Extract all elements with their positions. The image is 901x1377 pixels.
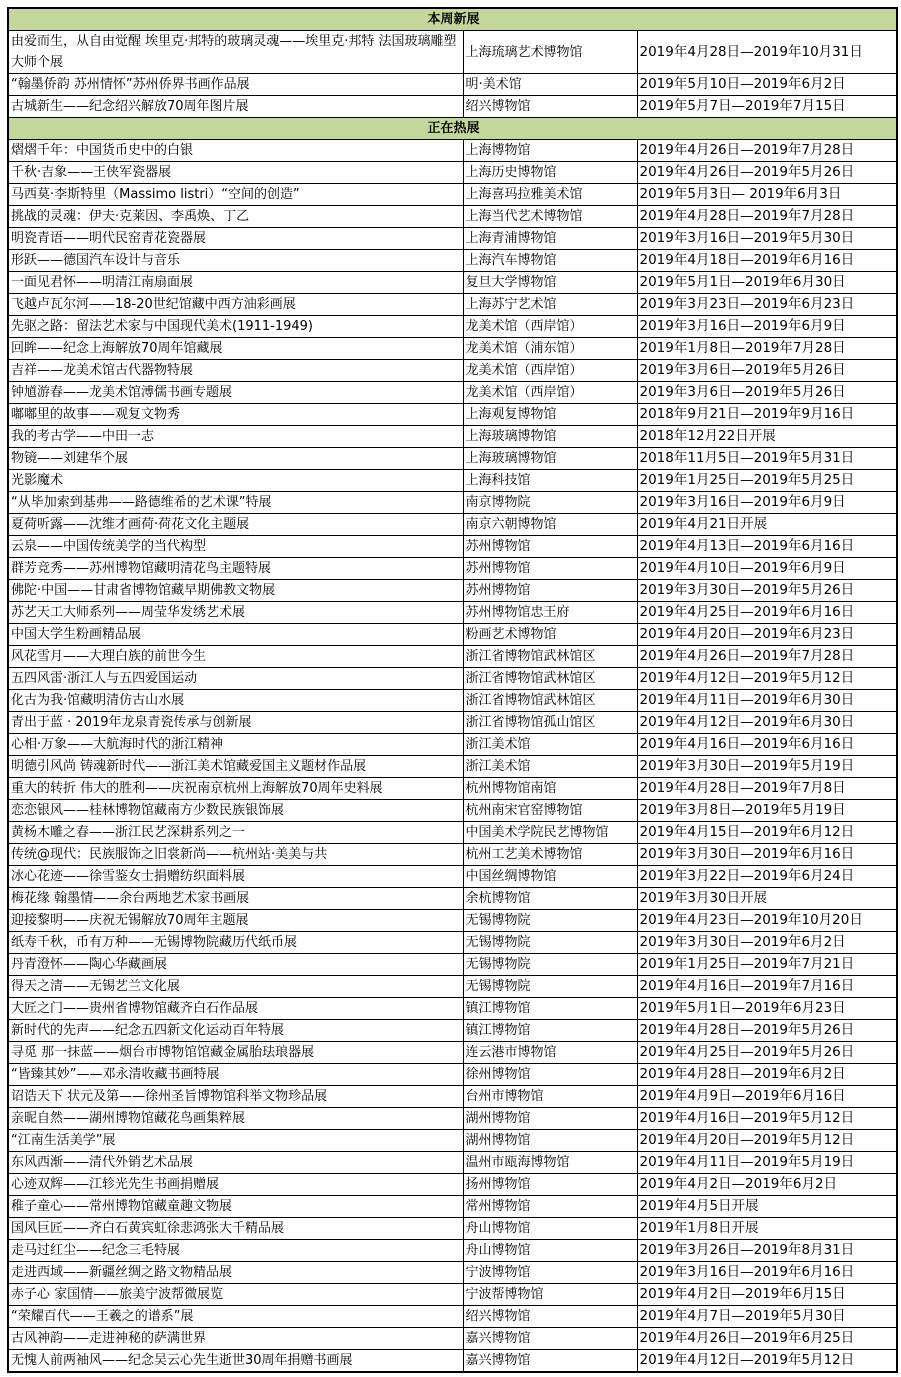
- exhibition-name-cell: 迎接黎明——庆祝无锡解放70周年主题展: [8, 910, 463, 932]
- exhibition-name-cell: 恋恋银风——桂林博物馆藏南方少数民族银饰展: [8, 800, 463, 822]
- venue-cell: 浙江省博物馆武林馆区: [463, 668, 637, 690]
- venue-cell: 南京博物院: [463, 492, 637, 514]
- table-row: [8, 1130, 897, 1152]
- dates-cell: 2019年3月30日—2019年6月2日: [637, 932, 897, 954]
- exhibition-name-cell: 云泉——中国传统美学的当代构型: [8, 536, 463, 558]
- table-row: [8, 756, 897, 778]
- table-row: [8, 888, 897, 910]
- exhibition-name-cell: 丹青澄怀——陶心华藏画展: [8, 954, 463, 976]
- table-row: [8, 184, 897, 206]
- dates-cell: 2019年3月6日—2019年5月26日: [637, 360, 897, 382]
- dates-cell: 2019年4月28日—2019年10月31日: [637, 31, 897, 74]
- dates-cell: 2019年4月2日—2019年6月15日: [637, 1284, 897, 1306]
- table-row: [8, 228, 897, 250]
- exhibition-name-cell: 化古为我·馆藏明清仿古山水展: [8, 690, 463, 712]
- venue-cell: 上海玻璃博物馆: [463, 448, 637, 470]
- dates-cell: 2019年3月16日—2019年6月16日: [637, 1262, 897, 1284]
- table-row: [8, 1152, 897, 1174]
- venue-cell: 无锡博物院: [463, 976, 637, 998]
- venue-cell: 宁波帮博物馆: [463, 1284, 637, 1306]
- venue-cell: 上海当代艺术博物馆: [463, 206, 637, 228]
- exhibition-name-cell: 东风西渐——清代外销艺术品展: [8, 1152, 463, 1174]
- table-row: [8, 822, 897, 844]
- venue-cell: 杭州博物馆南馆: [463, 778, 637, 800]
- venue-cell: 明·美术馆: [463, 74, 637, 96]
- venue-cell: 上海历史博物馆: [463, 162, 637, 184]
- exhibition-name-cell: 心相·万象——大航海时代的浙江精神: [8, 734, 463, 756]
- venue-cell: 扬州博物馆: [463, 1174, 637, 1196]
- venue-cell: 温州市瓯海博物馆: [463, 1152, 637, 1174]
- venue-cell: 龙美术馆（西岸馆）: [463, 382, 637, 404]
- exhibition-name-cell: 赤子心 家国情——旅美宁波帮微展览: [8, 1284, 463, 1306]
- dates-cell: 2019年4月16日—2019年7月16日: [637, 976, 897, 998]
- exhibition-name-cell: 光影魔术: [8, 470, 463, 492]
- venue-cell: 苏州博物馆: [463, 580, 637, 602]
- exhibition-name-cell: 马西莫·李斯特里（Massimo listri）“空间的创造”: [8, 184, 463, 206]
- exhibition-name-cell: 吉祥——龙美术馆古代器物特展: [8, 360, 463, 382]
- exhibition-name-cell: 飞越卢瓦尔河——18-20世纪馆藏中西方油彩画展: [8, 294, 463, 316]
- exhibition-name-cell: 国风巨匠——齐白石黄宾虹徐悲鸿张大千精品展: [8, 1218, 463, 1240]
- table-row: [8, 1108, 897, 1130]
- table-row: [8, 976, 897, 998]
- table-row: [8, 690, 897, 712]
- venue-cell: 上海喜玛拉雅美术馆: [463, 184, 637, 206]
- dates-cell: 2019年4月11日—2019年5月19日: [637, 1152, 897, 1174]
- venue-cell: 上海汽车博物馆: [463, 250, 637, 272]
- table-row: [8, 910, 897, 932]
- dates-cell: 2019年4月23日—2019年10月20日: [637, 910, 897, 932]
- table-row: [8, 140, 897, 162]
- venue-cell: 上海青浦博物馆: [463, 228, 637, 250]
- exhibition-name-cell: 走进西域——新疆丝绸之路文物精品展: [8, 1262, 463, 1284]
- venue-cell: 龙美术馆（西岸馆）: [463, 360, 637, 382]
- venue-cell: 浙江美术馆: [463, 756, 637, 778]
- table-row: [8, 1196, 897, 1218]
- exhibition-name-cell: 冰心花迹——徐雪鉴女士捐赠纺织面料展: [8, 866, 463, 888]
- table-row: [8, 1284, 897, 1306]
- dates-cell: 2019年4月21日开展: [637, 514, 897, 536]
- table-row: [8, 426, 897, 448]
- venue-cell: 嘉兴博物馆: [463, 1328, 637, 1350]
- dates-cell: 2019年1月8日开展: [637, 1218, 897, 1240]
- venue-cell: 湖州博物馆: [463, 1108, 637, 1130]
- dates-cell: 2019年4月2日—2019年6月2日: [637, 1174, 897, 1196]
- table-row: [8, 382, 897, 404]
- dates-cell: 2019年4月18日—2019年6月16日: [637, 250, 897, 272]
- dates-cell: 2019年3月16日—2019年6月9日: [637, 492, 897, 514]
- dates-cell: 2019年4月20日—2019年5月12日: [637, 1130, 897, 1152]
- dates-cell: 2019年4月15日—2019年6月12日: [637, 822, 897, 844]
- table-row: [8, 338, 897, 360]
- dates-cell: 2019年5月1日—2019年6月23日: [637, 998, 897, 1020]
- table-row: [8, 360, 897, 382]
- dates-cell: 2019年4月7日—2019年5月30日: [637, 1306, 897, 1328]
- exhibition-name-cell: 梅花缘 翰墨情——余台两地艺术家书画展: [8, 888, 463, 910]
- table-row: [8, 404, 897, 426]
- table-row: [8, 580, 897, 602]
- venue-cell: 常州博物馆: [463, 1196, 637, 1218]
- dates-cell: 2019年4月26日—2019年6月25日: [637, 1328, 897, 1350]
- exhibition-name-cell: “皆臻其妙”——邓永清收藏书画特展: [8, 1064, 463, 1086]
- table-row: [8, 448, 897, 470]
- table-row: [8, 514, 897, 536]
- table-row: [8, 272, 897, 294]
- table-row: [8, 1350, 897, 1373]
- dates-cell: 2019年4月20日—2019年6月23日: [637, 624, 897, 646]
- exhibition-name-cell: 青出于蓝 · 2019年龙泉青瓷传承与创新展: [8, 712, 463, 734]
- dates-cell: 2018年12月22日开展: [637, 426, 897, 448]
- exhibition-name-cell: 由爱而生，从自由觉醒 埃里克·邦特的玻璃灵魂——埃里克·邦特 法国玻璃雕塑大师个展: [8, 31, 463, 74]
- venue-cell: 浙江省博物馆武林馆区: [463, 646, 637, 668]
- exhibition-name-cell: 佛陀·中国——甘肃省博物馆藏早期佛教文物展: [8, 580, 463, 602]
- exhibition-name-cell: 新时代的先声——纪念五四新文化运动百年特展: [8, 1020, 463, 1042]
- venue-cell: 苏州博物馆: [463, 558, 637, 580]
- venue-cell: 浙江省博物馆孤山馆区: [463, 712, 637, 734]
- table-row: [8, 646, 897, 668]
- dates-cell: 2019年3月30日—2019年6月16日: [637, 844, 897, 866]
- exhibition-name-cell: 亲昵自然——湖州博物馆藏花鸟画集粹展: [8, 1108, 463, 1130]
- table-row: [8, 734, 897, 756]
- venue-cell: 粉画艺术博物馆: [463, 624, 637, 646]
- table-row: [8, 316, 897, 338]
- dates-cell: 2019年3月22日—2019年6月24日: [637, 866, 897, 888]
- dates-cell: 2019年3月30日—2019年5月26日: [637, 580, 897, 602]
- table-row: [8, 800, 897, 822]
- exhibition-name-cell: 黄杨木雕之春——浙江民艺深耕系列之一: [8, 822, 463, 844]
- venue-cell: 上海博物馆: [463, 140, 637, 162]
- table-row: [8, 1020, 897, 1042]
- table-row: [8, 932, 897, 954]
- table-row: [8, 1042, 897, 1064]
- exhibition-name-cell: 我的考古学——中田一志: [8, 426, 463, 448]
- dates-cell: 2018年11月5日—2019年5月31日: [637, 448, 897, 470]
- table-row: [8, 1064, 897, 1086]
- table-row: [8, 602, 897, 624]
- venue-cell: 中国丝绸博物馆: [463, 866, 637, 888]
- table-row: [8, 954, 897, 976]
- exhibition-name-cell: 古风神韵——走进神秘的萨满世界: [8, 1328, 463, 1350]
- exhibition-name-cell: 稚子童心——常州博物馆藏童趣文物展: [8, 1196, 463, 1218]
- table-row: [8, 294, 897, 316]
- exhibition-name-cell: “江南生活美学”展: [8, 1130, 463, 1152]
- section-title: 正在热展: [8, 118, 897, 140]
- table-row: [8, 844, 897, 866]
- exhibition-name-cell: 熠熠千年：中国货币史中的白银: [8, 140, 463, 162]
- venue-cell: 绍兴博物馆: [463, 1306, 637, 1328]
- dates-cell: 2019年4月12日—2019年5月12日: [637, 1350, 897, 1373]
- dates-cell: 2019年4月5日开展: [637, 1196, 897, 1218]
- dates-cell: 2019年3月16日—2019年6月9日: [637, 316, 897, 338]
- venue-cell: 无锡博物院: [463, 954, 637, 976]
- dates-cell: 2019年1月25日—2019年5月25日: [637, 470, 897, 492]
- section-title: 本周新展: [8, 8, 897, 31]
- exhibition-name-cell: 千秋·吉象——王侠军瓷器展: [8, 162, 463, 184]
- table-row: [8, 74, 897, 96]
- venue-cell: 镇江博物馆: [463, 1020, 637, 1042]
- table-row: [8, 162, 897, 184]
- exhibition-name-cell: 纸寿千秋，币有万种——无锡博物院藏历代纸币展: [8, 932, 463, 954]
- exhibition-name-cell: 群芳竞秀——苏州博物馆藏明清花鸟主题特展: [8, 558, 463, 580]
- table-row: [8, 250, 897, 272]
- dates-cell: 2019年3月30日—2019年5月19日: [637, 756, 897, 778]
- exhibition-name-cell: 挑战的灵魂：伊夫·克莱因、李禹焕、丁乙: [8, 206, 463, 228]
- venue-cell: 舟山博物馆: [463, 1240, 637, 1262]
- venue-cell: 杭州工艺美术博物馆: [463, 844, 637, 866]
- venue-cell: 绍兴博物馆: [463, 96, 637, 118]
- venue-cell: 复旦大学博物馆: [463, 272, 637, 294]
- dates-cell: 2018年9月21日—2019年9月16日: [637, 404, 897, 426]
- venue-cell: 苏州博物馆忠王府: [463, 602, 637, 624]
- exhibition-name-cell: 嘟嘟里的故事——观复文物秀: [8, 404, 463, 426]
- venue-cell: 杭州南宋官窑博物馆: [463, 800, 637, 822]
- dates-cell: 2019年5月1日—2019年6月30日: [637, 272, 897, 294]
- exhibition-name-cell: 风花雪月——大理白族的前世今生: [8, 646, 463, 668]
- dates-cell: 2019年3月8日—2019年5月19日: [637, 800, 897, 822]
- venue-cell: 湖州博物馆: [463, 1130, 637, 1152]
- exhibition-name-cell: 走马过红尘——纪念三毛特展: [8, 1240, 463, 1262]
- table-row: [8, 1262, 897, 1284]
- dates-cell: 2019年1月8日—2019年7月28日: [637, 338, 897, 360]
- dates-cell: 2019年4月26日—2019年5月26日: [637, 162, 897, 184]
- table-row: [8, 31, 897, 74]
- venue-cell: 上海琉璃艺术博物馆: [463, 31, 637, 74]
- dates-cell: 2019年4月10日—2019年6月9日: [637, 558, 897, 580]
- table-row: [8, 1218, 897, 1240]
- dates-cell: 2019年3月23日—2019年6月23日: [637, 294, 897, 316]
- dates-cell: 2019年4月12日—2019年6月30日: [637, 712, 897, 734]
- exhibition-name-cell: 一面见君怀——明清江南扇面展: [8, 272, 463, 294]
- exhibition-name-cell: “翰墨侨韵 苏州情怀”苏州侨界书画作品展: [8, 74, 463, 96]
- dates-cell: 2019年4月28日—2019年7月8日: [637, 778, 897, 800]
- venue-cell: 连云港市博物馆: [463, 1042, 637, 1064]
- venue-cell: 徐州博物馆: [463, 1064, 637, 1086]
- exhibition-name-cell: 无愧人前两袖风——纪念吴云心先生逝世30周年捐赠书画展: [8, 1350, 463, 1373]
- venue-cell: 嘉兴博物馆: [463, 1350, 637, 1373]
- venue-cell: 宁波博物馆: [463, 1262, 637, 1284]
- table-row: [8, 668, 897, 690]
- exhibition-name-cell: 回眸——纪念上海解放70周年馆藏展: [8, 338, 463, 360]
- venue-cell: 余杭博物馆: [463, 888, 637, 910]
- venue-cell: 浙江美术馆: [463, 734, 637, 756]
- table-row: [8, 712, 897, 734]
- dates-cell: 2019年4月16日—2019年6月16日: [637, 734, 897, 756]
- dates-cell: 2019年4月25日—2019年5月26日: [637, 1042, 897, 1064]
- section-header-row: [8, 8, 897, 31]
- table-row: [8, 1086, 897, 1108]
- table-row: [8, 778, 897, 800]
- dates-cell: 2019年4月28日—2019年7月28日: [637, 206, 897, 228]
- table-row: [8, 558, 897, 580]
- table-row: [8, 624, 897, 646]
- exhibition-name-cell: 寻觅 那一抹蓝——烟台市博物馆馆藏金属胎珐琅器展: [8, 1042, 463, 1064]
- venue-cell: 无锡博物院: [463, 932, 637, 954]
- exhibition-name-cell: “荣耀百代——王羲之的谱系”展: [8, 1306, 463, 1328]
- table-row: [8, 96, 897, 118]
- exhibition-name-cell: 先驱之路：留法艺术家与中国现代美术(1911-1949): [8, 316, 463, 338]
- table-row: [8, 1306, 897, 1328]
- venue-cell: 上海玻璃博物馆: [463, 426, 637, 448]
- venue-cell: 舟山博物馆: [463, 1218, 637, 1240]
- dates-cell: 2019年4月25日—2019年6月16日: [637, 602, 897, 624]
- dates-cell: 2019年5月7日—2019年7月15日: [637, 96, 897, 118]
- venue-cell: 苏州博物馆: [463, 536, 637, 558]
- venue-cell: 镇江博物馆: [463, 998, 637, 1020]
- dates-cell: 2019年4月28日—2019年6月2日: [637, 1064, 897, 1086]
- venue-cell: 上海科技馆: [463, 470, 637, 492]
- exhibition-name-cell: 形跃——德国汽车设计与音乐: [8, 250, 463, 272]
- dates-cell: 2019年4月28日—2019年5月26日: [637, 1020, 897, 1042]
- dates-cell: 2019年5月3日— 2019年6月3日: [637, 184, 897, 206]
- section-header-row: [8, 118, 897, 140]
- dates-cell: 2019年3月30日开展: [637, 888, 897, 910]
- exhibition-name-cell: 钟馗游春——龙美术馆溥儒书画专题展: [8, 382, 463, 404]
- venue-cell: 上海观复博物馆: [463, 404, 637, 426]
- table-row: [8, 1174, 897, 1196]
- venue-cell: 龙美术馆（浦东馆）: [463, 338, 637, 360]
- dates-cell: 2019年4月12日—2019年5月12日: [637, 668, 897, 690]
- exhibition-table: [7, 7, 898, 1373]
- dates-cell: 2019年4月13日—2019年6月16日: [637, 536, 897, 558]
- table-row: [8, 492, 897, 514]
- exhibition-name-cell: 夏荷听露——沈维才画荷·荷花文化主题展: [8, 514, 463, 536]
- exhibition-name-cell: 物镜——刘建华个展: [8, 448, 463, 470]
- table-row: [8, 206, 897, 228]
- dates-cell: 2019年3月6日—2019年5月26日: [637, 382, 897, 404]
- exhibition-name-cell: 得天之清——无锡艺兰文化展: [8, 976, 463, 998]
- venue-cell: 南京六朝博物馆: [463, 514, 637, 536]
- exhibition-name-cell: 五四风雷·浙江人与五四爱国运动: [8, 668, 463, 690]
- dates-cell: 2019年3月16日—2019年5月30日: [637, 228, 897, 250]
- venue-cell: 无锡博物院: [463, 910, 637, 932]
- exhibition-name-cell: 苏艺天工大师系列——周莹华发绣艺术展: [8, 602, 463, 624]
- table-row: [8, 866, 897, 888]
- exhibition-name-cell: 心迹双辉——江轸光先生书画捐赠展: [8, 1174, 463, 1196]
- table-row: [8, 470, 897, 492]
- table-row: [8, 536, 897, 558]
- dates-cell: 2019年4月9日—2019年6月16日: [637, 1086, 897, 1108]
- dates-cell: 2019年5月10日—2019年6月2日: [637, 74, 897, 96]
- dates-cell: 2019年1月25日—2019年7月21日: [637, 954, 897, 976]
- dates-cell: 2019年4月11日—2019年6月30日: [637, 690, 897, 712]
- venue-cell: 龙美术馆（西岸馆）: [463, 316, 637, 338]
- exhibition-table-body: [8, 8, 897, 1372]
- dates-cell: 2019年4月26日—2019年7月28日: [637, 140, 897, 162]
- exhibition-name-cell: 明瓷青语——明代民窑青花瓷器展: [8, 228, 463, 250]
- exhibition-name-cell: 古城新生——纪念绍兴解放70周年图片展: [8, 96, 463, 118]
- venue-cell: 浙江省博物馆武林馆区: [463, 690, 637, 712]
- exhibition-name-cell: 传统@现代：民族服饰之旧裳新尚——杭州站·美美与共: [8, 844, 463, 866]
- exhibition-name-cell: 诏诰天下 状元及第——徐州圣旨博物馆科举文物珍品展: [8, 1086, 463, 1108]
- exhibition-name-cell: 大匠之门——贵州省博物馆藏齐白石作品展: [8, 998, 463, 1020]
- dates-cell: 2019年3月26日—2019年8月31日: [637, 1240, 897, 1262]
- venue-cell: 台州市博物馆: [463, 1086, 637, 1108]
- table-row: [8, 1328, 897, 1350]
- exhibition-name-cell: 中国大学生粉画精品展: [8, 624, 463, 646]
- table-row: [8, 1240, 897, 1262]
- table-row: [8, 998, 897, 1020]
- dates-cell: 2019年4月26日—2019年7月28日: [637, 646, 897, 668]
- venue-cell: 上海苏宁艺术馆: [463, 294, 637, 316]
- exhibition-name-cell: 明德引风尚 铸魂新时代——浙江美术馆藏爱国主义题材作品展: [8, 756, 463, 778]
- venue-cell: 中国美术学院民艺博物馆: [463, 822, 637, 844]
- exhibition-name-cell: “从毕加索到基弗——路德维希的艺术课”特展: [8, 492, 463, 514]
- dates-cell: 2019年4月16日—2019年5月12日: [637, 1108, 897, 1130]
- exhibition-name-cell: 重大的转折 伟大的胜利——庆祝南京杭州上海解放70周年史料展: [8, 778, 463, 800]
